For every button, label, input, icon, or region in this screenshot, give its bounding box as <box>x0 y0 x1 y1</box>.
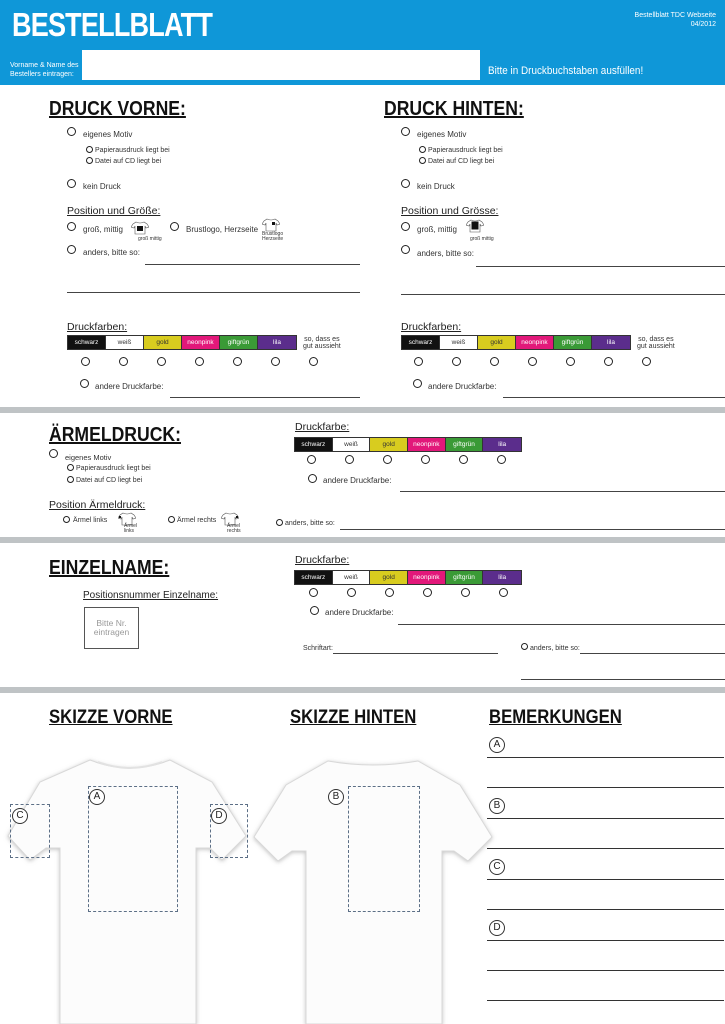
name-other-line-2[interactable] <box>521 679 725 680</box>
color-swatch: giftgrün <box>446 438 484 451</box>
sleeve-color-radio-6[interactable] <box>497 455 506 464</box>
notes-marker-d: D <box>489 920 505 936</box>
sleeve-other-line[interactable] <box>340 529 725 530</box>
front-chest-radio[interactable] <box>170 222 179 231</box>
color-swatch: giftgrün <box>220 336 258 349</box>
name-color-radio-3[interactable] <box>385 588 394 597</box>
back-color-palette <box>401 335 631 350</box>
position-number-placeholder-1: Bitte Nr. <box>96 618 127 628</box>
front-color-radio-6[interactable] <box>271 357 280 366</box>
name-color-palette <box>294 570 522 585</box>
front-paper-label: Papierausdruck liegt bei <box>95 147 170 154</box>
back-large-label: groß, mittig <box>417 225 458 234</box>
marker-a: A <box>89 789 105 805</box>
shirt-large-caption: groß mittig <box>138 236 162 242</box>
notes-a-line-1[interactable] <box>487 757 724 758</box>
sleeve-color-label: Druckfarbe: <box>295 421 350 433</box>
back-shirt-large-caption: groß mittig <box>470 236 494 242</box>
back-color-radio-1[interactable] <box>414 357 423 366</box>
doc-date: 04/2012 <box>690 21 716 28</box>
position-number-box[interactable] <box>84 607 139 649</box>
color-swatch: weiß <box>333 571 371 584</box>
color-swatch: schwarz <box>295 571 333 584</box>
position-number-placeholder-2: eintragen <box>93 627 130 637</box>
front-color-radio-3[interactable] <box>157 357 166 366</box>
sleeve-other-color-line[interactable] <box>400 491 725 492</box>
back-print-area-b[interactable] <box>348 786 420 912</box>
back-position-label: Position und Grösse: <box>401 205 499 217</box>
sleeve-left-caption-2: links <box>124 528 135 534</box>
front-color-radio-4[interactable] <box>195 357 204 366</box>
back-color-radio-5[interactable] <box>566 357 575 366</box>
color-swatch: lila <box>258 336 296 349</box>
sleeve-own-radio[interactable] <box>49 449 58 458</box>
marker-d: D <box>211 808 227 824</box>
sleeve-other-color-radio[interactable] <box>308 474 317 483</box>
sleeve-color-radio-1[interactable] <box>307 455 316 464</box>
notes-a-line-2[interactable] <box>487 787 724 788</box>
back-color-radio-6[interactable] <box>604 357 613 366</box>
color-swatch: lila <box>483 571 521 584</box>
notes-c-line-1[interactable] <box>487 879 724 880</box>
notes-title: BEMERKUNGEN <box>489 707 622 728</box>
front-color-palette <box>67 335 297 350</box>
sketch-back-title: SKIZZE HINTEN <box>290 707 417 728</box>
notes-d-line-1[interactable] <box>487 940 724 941</box>
notes-b-line-1[interactable] <box>487 818 724 819</box>
color-swatch: gold <box>370 571 408 584</box>
front-print-area-a[interactable] <box>88 786 178 912</box>
name-color-radio-6[interactable] <box>499 588 508 597</box>
sleeve-color-radio-2[interactable] <box>345 455 354 464</box>
sleeve-other-radio[interactable] <box>276 519 283 526</box>
sleeve-position-label: Position Ärmeldruck: <box>49 499 146 511</box>
shirt-chest-caption <box>262 232 283 242</box>
back-shirt-large-icon <box>466 219 484 233</box>
back-other-color-line[interactable] <box>503 397 725 398</box>
front-other-label: anders, bitte so: <box>83 248 140 257</box>
color-swatch: neonpink <box>408 571 446 584</box>
name-color-label: Druckfarbe: <box>295 554 350 566</box>
front-color-radio-2[interactable] <box>119 357 128 366</box>
back-color-radio-4[interactable] <box>528 357 537 366</box>
sketch-front-title: SKIZZE VORNE <box>49 707 173 728</box>
back-large-radio[interactable] <box>401 222 410 231</box>
front-colors-label: Druckfarben: <box>67 321 128 333</box>
notes-marker-c: C <box>489 859 505 875</box>
name-other-color-line[interactable] <box>398 624 725 625</box>
sleeve-left-caption-1: Ärmel <box>124 523 138 529</box>
front-cd-label: Datei auf CD liegt bei <box>95 158 162 165</box>
color-swatch: giftgrün <box>446 571 484 584</box>
back-colors-label: Druckfarben: <box>401 321 462 333</box>
back-auto-note <box>637 336 675 350</box>
shirt-chest-caption-1: Brustlogo <box>262 231 284 237</box>
front-other-radio[interactable] <box>67 245 76 254</box>
sleeve-color-radio-4[interactable] <box>421 455 430 464</box>
back-other-line-2[interactable] <box>401 294 725 295</box>
color-swatch: lila <box>592 336 630 349</box>
sleeve-cd-radio[interactable] <box>67 476 74 483</box>
marker-c: C <box>12 808 28 824</box>
sleeve-other-color-label: andere Druckfarbe: <box>323 476 392 485</box>
sleeve-color-palette <box>294 437 522 452</box>
front-own-label: eigenes Motiv <box>83 130 133 139</box>
back-auto-note-1: so, dass es <box>638 336 674 343</box>
back-color-radio-3[interactable] <box>490 357 499 366</box>
notes-d-line-3[interactable] <box>487 1000 724 1001</box>
back-none-radio[interactable] <box>401 179 410 188</box>
doc-info <box>604 11 716 29</box>
front-large-label: groß, mittig <box>83 225 124 234</box>
shirt-chest-caption-2: Herzseite <box>262 236 284 242</box>
front-other-color-label: andere Druckfarbe: <box>95 382 164 391</box>
sleeve-left-caption <box>124 524 137 534</box>
back-paper-radio[interactable] <box>419 146 426 153</box>
back-other-color-label: andere Druckfarbe: <box>428 382 497 391</box>
front-color-radio-7[interactable] <box>309 357 318 366</box>
name-other-line[interactable] <box>580 653 725 654</box>
sleeve-cd-label: Datei auf CD liegt bei <box>76 477 143 484</box>
front-auto-note <box>303 336 341 350</box>
name-color-radio-1[interactable] <box>309 588 318 597</box>
sleeve-right-caption-2: rechts <box>227 528 241 534</box>
doc-name: Bestellblatt TDC Webseite <box>634 12 716 19</box>
front-title: DRUCK VORNE: <box>49 98 186 120</box>
name-position-label: Positionsnummer Einzelname: <box>83 590 219 601</box>
back-cd-radio[interactable] <box>419 157 426 164</box>
color-swatch: neonpink <box>516 336 554 349</box>
name-label-line2: Bestellers eintragen: <box>10 71 74 78</box>
front-color-radio-1[interactable] <box>81 357 90 366</box>
name-color-radio-5[interactable] <box>461 588 470 597</box>
name-color-radio-4[interactable] <box>423 588 432 597</box>
front-position-label: Position und Größe: <box>67 205 161 217</box>
color-swatch: weiß <box>106 336 144 349</box>
sleeve-left-radio[interactable] <box>63 516 70 523</box>
color-swatch: schwarz <box>402 336 440 349</box>
font-label: Schriftart: <box>303 645 333 652</box>
shirt-large-icon <box>131 221 149 235</box>
sleeve-other-label: anders, bitte so: <box>285 520 335 527</box>
name-other-label: anders, bitte so: <box>530 645 580 652</box>
notes-marker-a: A <box>489 737 505 753</box>
section-divider <box>0 537 725 543</box>
front-auto-note-2: gut aussieht <box>303 343 341 350</box>
name-label-line1: Vorname & Name des <box>10 62 79 69</box>
color-swatch: lila <box>483 438 521 451</box>
sleeve-paper-radio[interactable] <box>67 464 74 471</box>
color-swatch: gold <box>478 336 516 349</box>
notes-c-line-2[interactable] <box>487 909 724 910</box>
section-divider <box>0 687 725 693</box>
customer-name-field[interactable] <box>82 50 480 80</box>
front-color-radio-5[interactable] <box>233 357 242 366</box>
back-other-radio[interactable] <box>401 245 410 254</box>
back-other-color-radio[interactable] <box>413 379 422 388</box>
front-own-radio[interactable] <box>67 127 76 136</box>
back-cd-label: Datei auf CD liegt bei <box>428 158 495 165</box>
sleeve-right-label: Ärmel rechts <box>177 517 217 524</box>
sleeve-paper-label: Papierausdruck liegt bei <box>76 465 151 472</box>
back-other-label: anders, bitte so: <box>417 249 474 258</box>
front-auto-note-1: so, dass es <box>304 336 340 343</box>
sleeve-right-caption <box>227 524 241 534</box>
color-swatch: neonpink <box>182 336 220 349</box>
font-line[interactable] <box>333 653 498 654</box>
front-large-radio[interactable] <box>67 222 76 231</box>
marker-b: B <box>328 789 344 805</box>
name-color-radio-2[interactable] <box>347 588 356 597</box>
print-hint: Bitte in Druckbuchstaben ausfüllen! <box>488 65 644 77</box>
front-chest-label: Brustlogo, Herzseite <box>186 225 259 234</box>
back-other-line[interactable] <box>476 266 725 267</box>
notes-b-line-2[interactable] <box>487 848 724 849</box>
back-title: DRUCK HINTEN: <box>384 98 524 120</box>
name-title: EINZELNAME: <box>49 557 170 579</box>
sleeve-own-label: eigenes Motiv <box>65 453 112 462</box>
back-auto-note-2: gut aussieht <box>637 343 675 350</box>
sleeve-right-radio[interactable] <box>168 516 175 523</box>
section-divider <box>0 407 725 413</box>
color-swatch: schwarz <box>68 336 106 349</box>
back-own-radio[interactable] <box>401 127 410 136</box>
shirt-chest-icon <box>262 218 280 232</box>
back-color-radio-2[interactable] <box>452 357 461 366</box>
notes-marker-b: B <box>489 798 505 814</box>
name-label <box>10 61 78 79</box>
front-other-line-2[interactable] <box>67 292 360 293</box>
back-paper-label: Papierausdruck liegt bei <box>428 147 503 154</box>
color-swatch: gold <box>144 336 182 349</box>
notes-d-line-2[interactable] <box>487 970 724 971</box>
color-swatch: neonpink <box>408 438 446 451</box>
sleeve-left-label: Ärmel links <box>73 517 108 524</box>
page-title: BESTELLBLATT <box>12 6 213 43</box>
front-paper-radio[interactable] <box>86 146 93 153</box>
front-other-color-radio[interactable] <box>80 379 89 388</box>
color-swatch: schwarz <box>295 438 333 451</box>
back-none-label: kein Druck <box>417 182 455 191</box>
back-own-label: eigenes Motiv <box>417 130 467 139</box>
sleeve-right-caption-1: Ärmel <box>227 523 241 529</box>
front-none-radio[interactable] <box>67 179 76 188</box>
sleeve-color-radio-5[interactable] <box>459 455 468 464</box>
name-other-color-label: andere Druckfarbe: <box>325 608 394 617</box>
back-color-radio-7[interactable] <box>642 357 651 366</box>
color-swatch: weiß <box>440 336 478 349</box>
front-cd-radio[interactable] <box>86 157 93 164</box>
name-other-radio[interactable] <box>521 643 528 650</box>
color-swatch: giftgrün <box>554 336 592 349</box>
color-swatch: gold <box>370 438 408 451</box>
front-other-color-line[interactable] <box>170 397 360 398</box>
front-none-label: kein Druck <box>83 182 121 191</box>
front-other-line[interactable] <box>145 264 360 265</box>
sleeve-color-radio-3[interactable] <box>383 455 392 464</box>
sleeve-title: ÄRMELDRUCK: <box>49 424 181 446</box>
color-swatch: weiß <box>333 438 371 451</box>
name-other-color-radio[interactable] <box>310 606 319 615</box>
